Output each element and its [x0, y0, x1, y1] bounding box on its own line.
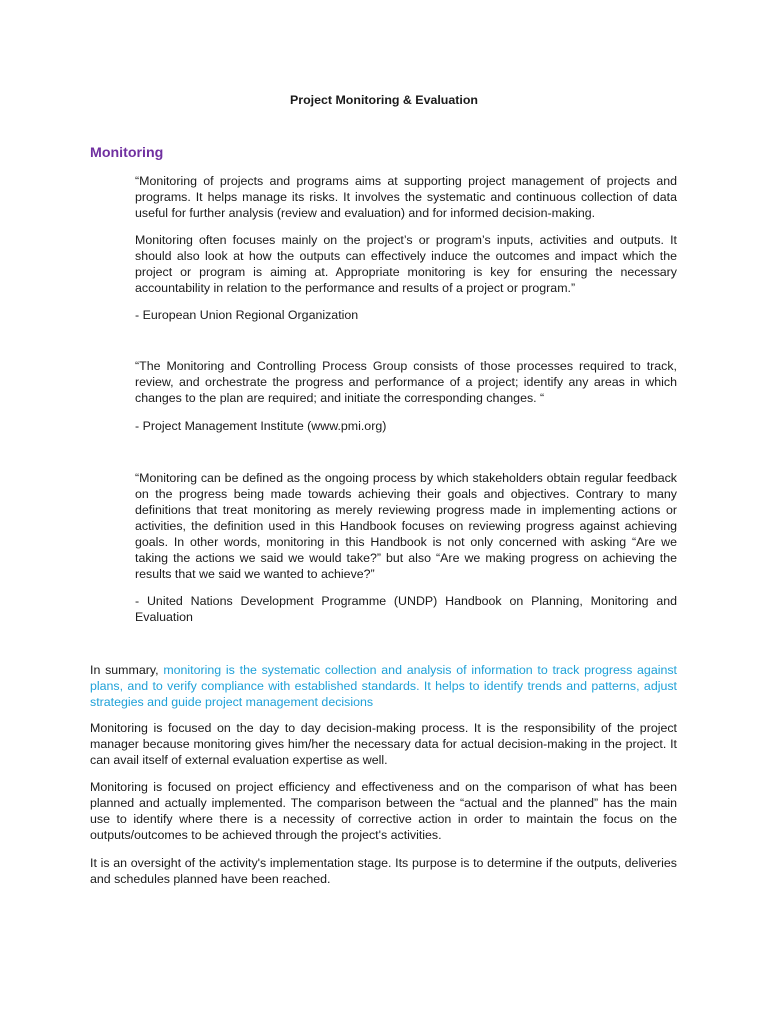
summary-lead: In summary, [90, 663, 164, 677]
quote-eu-paragraph-2 [135, 232, 677, 296]
quote-pmi-attribution-text: - Project Management Institute (www.pmi.org) [135, 419, 387, 433]
quote-eu-attribution-text: - European Union Regional Organization [135, 308, 359, 322]
quote-undp-attribution [135, 593, 677, 625]
quote-undp-attribution-text: - United Nations Development Programme (UNDP) Handbook on Planning, Monitoring and Evaluation [135, 594, 677, 624]
oversight-paragraph [90, 855, 677, 887]
efficiency-text: Monitoring is focused on project efficiency and effectiveness and on the comparison of what has been planned and actually implemented. The comparison between the “actual and the planned” has the main use to identify where there is a necessity of corrective action in order to maintain the focus on the outputs/outcomes to be achieved through the project's activities. [90, 780, 677, 842]
quote-eu-paragraph-1 [135, 173, 677, 221]
quote-eu-text-1: “Monitoring of projects and programs aims at supporting project management of projects and programs. It helps manage its risks. It involves the systematic and continuous collection of data useful for further analysis (review and evaluation) and for informed decision-making. [135, 174, 677, 220]
document-title: Project Monitoring & Evaluation [290, 93, 478, 107]
quote-pmi-text: “The Monitoring and Controlling Process Group consists of those processes required to track, review, and orchestrate the progress and performance of a project; identify any areas in which changes to the plan are required; and initiate the corresponding changes. “ [135, 359, 677, 405]
quote-eu-attribution [135, 307, 677, 323]
decision-text: Monitoring is focused on the day to day decision-making process. It is the responsibility of the project manager because monitoring gives him/her the necessary data for actual decision-making in the project. It can avail itself of external evaluation expertise as well. [90, 721, 677, 767]
oversight-text: It is an oversight of the activity's implementation stage. Its purpose is to determine if the outputs, deliveries and schedules planned have been reached. [90, 856, 677, 886]
quote-undp-paragraph [135, 470, 677, 582]
summary-paragraph [90, 662, 677, 710]
quote-eu-text-2: Monitoring often focuses mainly on the project’s or program’s inputs, activities and outputs. It should also look at how the outputs can effectively induce the outcomes and impact which the project or program is aiming at. Appropriate monitoring is key for ensuring the necessary accountability in relation to the performance and results of a project or program.” [135, 233, 677, 295]
quote-pmi-attribution [135, 418, 677, 434]
section-heading-monitoring: Monitoring [90, 145, 164, 161]
summary-text [90, 662, 677, 710]
decision-paragraph [90, 720, 677, 768]
summary-highlight: monitoring is the systematic collection and analysis of information to track progress against plans, and to verify compliance with established standards. It helps to identify trends and patterns, adjust strategies and guide project management decisions [90, 663, 677, 709]
quote-pmi-paragraph [135, 358, 677, 406]
efficiency-paragraph [90, 779, 677, 843]
quote-undp-text: “Monitoring can be defined as the ongoing process by which stakeholders obtain regular feedback on the progress being made towards achieving their goals and objectives. Contrary to many definitions that treat monitoring as merely reviewing progress made in implementing actions or activities, the definition used in this Handbook focuses on reviewing progress against achieving goals. In other words, monitoring in this Handbook is not only concerned with asking “Are we taking the actions we said we would take?” but also “Are we making progress on achieving the results that we said we wanted to achieve?” [135, 471, 677, 581]
